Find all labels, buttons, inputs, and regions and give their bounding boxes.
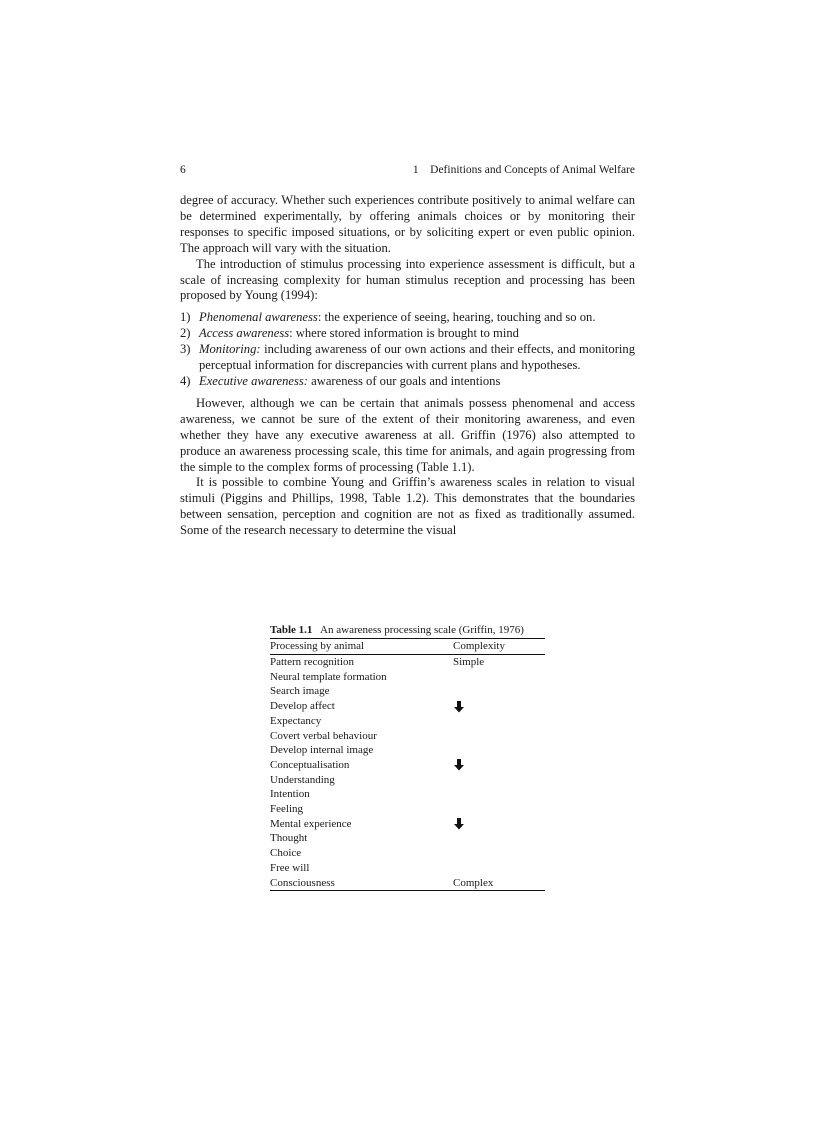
- table-row: [270, 831, 545, 846]
- complexity-cell: [453, 714, 545, 729]
- complexity-cell: [453, 729, 545, 744]
- table-row: [270, 729, 545, 744]
- list-item: 4) Executive awareness: awareness of our goals and intentions: [180, 373, 501, 388]
- complexity-cell: [453, 802, 545, 817]
- complexity-cell: [453, 817, 545, 832]
- table-row: [270, 714, 545, 729]
- paragraph-4: It is possible to combine Young and Griffin’s awareness scales in relation to visual stimuli (Piggins and Phillips, 1998, Table 1.2). This demonstrates that the boundaries between sensation, perception and cognition are not as fixed as traditionally assumed. Some of the research necessary to determine the visual: [180, 475, 635, 538]
- process-cell: Covert verbal behaviour: [270, 729, 377, 742]
- table-row: [270, 861, 545, 876]
- complexity-cell: [453, 787, 545, 802]
- table-caption-text: An awareness processing scale (Griffin, 1976): [320, 624, 524, 636]
- complexity-cell: [453, 743, 545, 758]
- process-cell: Pattern recognition: [270, 656, 355, 668]
- list-item: 2) Access awareness: where stored information is brought to mind: [180, 326, 519, 341]
- complexity-cell: Simple: [453, 656, 485, 668]
- table-row: [270, 684, 545, 699]
- list-item: 3) Monitoring: including awareness of our own actions and their effects, and monitoring perceptual information for discrepancies with current plans and hypotheses.: [180, 342, 635, 373]
- table-row: [270, 699, 545, 714]
- complexity-cell: [453, 773, 545, 788]
- complexity-cell: [453, 758, 545, 773]
- table-row: [270, 802, 545, 817]
- down-arrow-icon: [453, 818, 465, 830]
- table-row: [270, 670, 545, 685]
- paragraph-2: The introduction of stimulus processing into experience assessment is difficult, but a scale of increasing complexity for human stimulus reception and processing has been proposed by Young (1994):: [180, 256, 635, 303]
- process-cell: Mental experience: [270, 817, 352, 830]
- process-cell: Consciousness: [270, 876, 335, 889]
- process-cell: Develop internal image: [270, 744, 374, 757]
- process-cell: Choice: [270, 847, 302, 860]
- complexity-cell: [453, 670, 545, 685]
- complexity-cell: [453, 846, 545, 861]
- table-row: [270, 787, 545, 802]
- table-row: [270, 846, 545, 861]
- process-cell: Develop affect: [270, 700, 335, 713]
- table-header-row: [270, 639, 545, 655]
- process-cell: Conceptualisation: [270, 758, 350, 771]
- table-caption: [270, 623, 545, 637]
- process-cell: Free will: [270, 861, 310, 874]
- complexity-cell: [453, 684, 545, 699]
- process-cell: Thought: [270, 832, 308, 845]
- complexity-cell: [453, 831, 545, 846]
- table-1-1: [270, 623, 545, 891]
- table-row: [270, 655, 545, 670]
- down-arrow-icon: [453, 701, 465, 713]
- complexity-cell: [453, 861, 545, 876]
- table-row: [270, 758, 545, 773]
- table-row: [270, 773, 545, 788]
- chapter-title: 1 Definitions and Concepts of Animal Welfare: [412, 164, 635, 176]
- body-text: [180, 193, 635, 539]
- awareness-list: [180, 310, 635, 390]
- awareness-table: [270, 638, 545, 891]
- process-cell: Understanding: [270, 773, 335, 786]
- down-arrow-icon: [453, 759, 465, 771]
- process-cell: Neural template formation: [270, 670, 387, 683]
- table-row: [270, 817, 545, 832]
- process-cell: Feeling: [270, 803, 303, 816]
- complexity-cell: Complex: [453, 876, 494, 889]
- table-row: [270, 743, 545, 758]
- process-cell: Search image: [270, 685, 330, 698]
- column-header-complexity: Complexity: [453, 639, 545, 655]
- page-number: 6: [180, 164, 186, 176]
- list-item: 1) Phenomenal awareness: the experience of seeing, hearing, touching and so on.: [180, 310, 596, 325]
- paragraph-1: degree of accuracy. Whether such experiences contribute positively to animal welfare can be determined experimentally, by offering animals choices or by monitoring their responses to specific imposed situations, or by soliciting expert or even public opinion. The approach will vary with the situation.: [180, 193, 635, 255]
- process-cell: Expectancy: [270, 714, 322, 727]
- paragraph-3: However, although we can be certain that animals possess phenomenal and access awareness, we cannot be sure of the extent of their monitoring awareness, and even whether they have any executive awareness at all. Griffin (1976) also attempted to produce an awareness processing scale, this time for animals, and again progressing from the simple to the complex forms of processing (Table 1.1).: [180, 395, 635, 474]
- process-cell: Intention: [270, 788, 310, 801]
- table-label: Table 1.1: [270, 624, 313, 636]
- table-row: [270, 876, 545, 891]
- column-header-processing: Processing by animal: [270, 639, 453, 655]
- complexity-cell: [453, 699, 545, 714]
